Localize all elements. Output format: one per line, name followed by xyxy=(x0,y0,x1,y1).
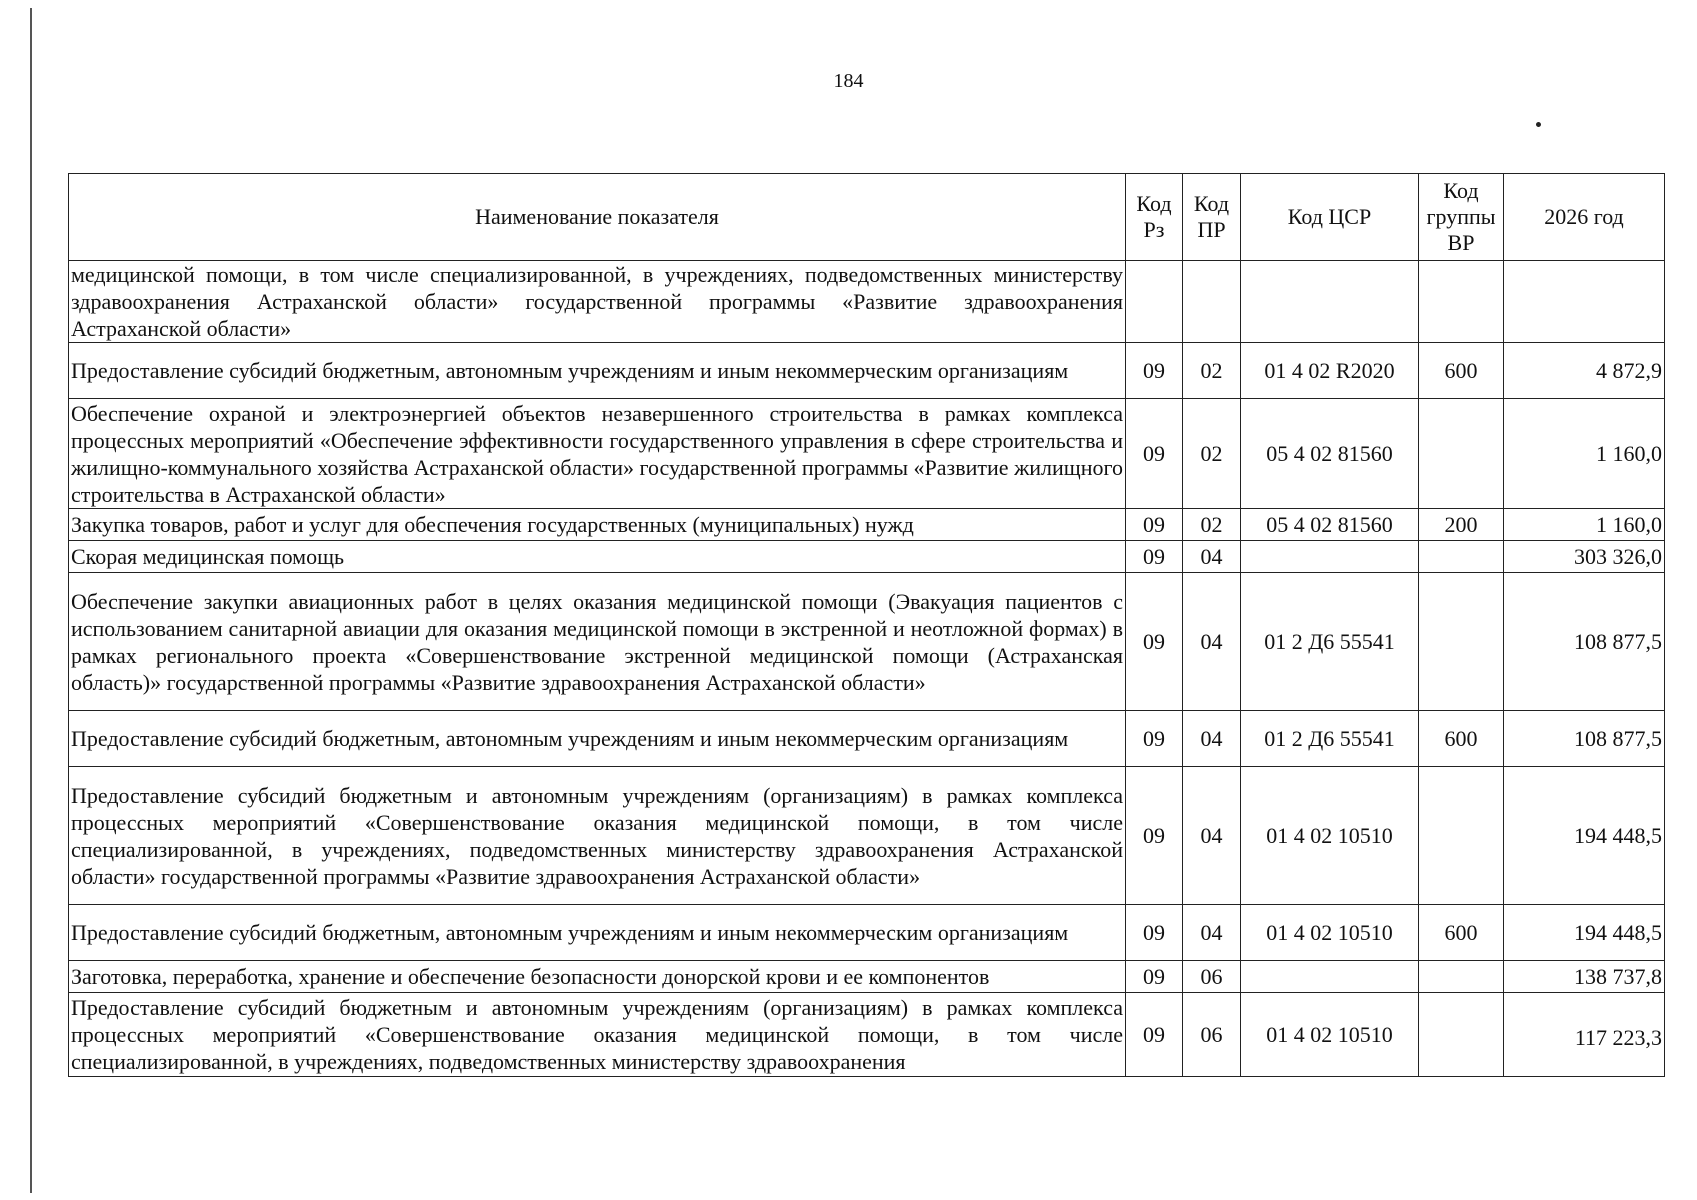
row-rz: 09 xyxy=(1126,573,1183,711)
header-name: Наименование показателя xyxy=(69,174,1126,261)
row-csr xyxy=(1241,541,1419,573)
row-pr: 02 xyxy=(1183,509,1241,541)
row-vr xyxy=(1419,573,1504,711)
row-csr: 05 4 02 81560 xyxy=(1241,509,1419,541)
page-margin-rule xyxy=(30,8,32,1193)
row-pr: 04 xyxy=(1183,767,1241,905)
row-vr xyxy=(1419,399,1504,509)
row-name: Скорая медицинская помощь xyxy=(69,541,1126,573)
row-amount: 1 160,0 xyxy=(1504,399,1665,509)
table-row xyxy=(69,767,1665,905)
scan-speck xyxy=(1535,121,1542,128)
row-vr xyxy=(1419,993,1504,1077)
table-row xyxy=(69,993,1665,1077)
row-pr: 06 xyxy=(1183,993,1241,1077)
row-rz: 09 xyxy=(1126,993,1183,1077)
header-csr: Код ЦСР xyxy=(1241,174,1419,261)
table-header-row xyxy=(69,174,1665,261)
row-rz: 09 xyxy=(1126,509,1183,541)
row-pr: 02 xyxy=(1183,399,1241,509)
row-csr xyxy=(1241,261,1419,343)
row-name: Предоставление субсидий бюджетным и автономным учреждениям (организациям) в рамках комплекса процессных мероприятий «Совершенствование оказания медицинской помощи, в том числе специализированной, в учреждениях, подведомственных министерству здравоохранения xyxy=(69,993,1126,1077)
table-row xyxy=(69,905,1665,961)
row-amount: 108 877,5 xyxy=(1504,711,1665,767)
header-rz: Код Рз xyxy=(1126,174,1183,261)
row-pr: 02 xyxy=(1183,343,1241,399)
row-rz: 09 xyxy=(1126,961,1183,993)
row-csr: 01 4 02 10510 xyxy=(1241,905,1419,961)
row-csr: 01 2 Д6 55541 xyxy=(1241,573,1419,711)
row-name: Закупка товаров, работ и услуг для обеспечения государственных (муниципальных) нужд xyxy=(69,509,1126,541)
row-csr: 01 2 Д6 55541 xyxy=(1241,711,1419,767)
table-row xyxy=(69,541,1665,573)
row-pr: 04 xyxy=(1183,711,1241,767)
row-csr: 01 4 02 10510 xyxy=(1241,767,1419,905)
table-row xyxy=(69,961,1665,993)
table-row xyxy=(69,343,1665,399)
row-pr: 04 xyxy=(1183,905,1241,961)
table-row xyxy=(69,573,1665,711)
row-amount: 4 872,9 xyxy=(1504,343,1665,399)
row-rz: 09 xyxy=(1126,767,1183,905)
row-rz: 09 xyxy=(1126,343,1183,399)
row-pr: 06 xyxy=(1183,961,1241,993)
row-vr: 200 xyxy=(1419,509,1504,541)
row-amount: 194 448,5 xyxy=(1504,905,1665,961)
row-amount: 108 877,5 xyxy=(1504,573,1665,711)
table-row xyxy=(69,399,1665,509)
budget-table xyxy=(68,173,1665,1077)
row-amount xyxy=(1504,261,1665,343)
row-pr: 04 xyxy=(1183,573,1241,711)
row-vr: 600 xyxy=(1419,711,1504,767)
row-csr: 01 4 02 R2020 xyxy=(1241,343,1419,399)
row-vr xyxy=(1419,961,1504,993)
row-csr xyxy=(1241,961,1419,993)
row-rz: 09 xyxy=(1126,541,1183,573)
row-vr: 600 xyxy=(1419,905,1504,961)
row-amount: 1 160,0 xyxy=(1504,509,1665,541)
table-row xyxy=(69,509,1665,541)
page-number: 184 xyxy=(833,70,864,92)
row-vr xyxy=(1419,261,1504,343)
row-name: Предоставление субсидий бюджетным, автономным учреждениям и иным некоммерческим организациям xyxy=(69,905,1126,961)
header-vr: Код группы ВР xyxy=(1419,174,1504,261)
table-row xyxy=(69,261,1665,343)
row-csr: 01 4 02 10510 xyxy=(1241,993,1419,1077)
header-pr: Код ПР xyxy=(1183,174,1241,261)
header-year: 2026 год xyxy=(1504,174,1665,261)
row-amount: 303 326,0 xyxy=(1504,541,1665,573)
row-pr xyxy=(1183,261,1241,343)
row-vr: 600 xyxy=(1419,343,1504,399)
row-name: Обеспечение закупки авиационных работ в целях оказания медицинской помощи (Эвакуация пациентов с использованием санитарной авиации для оказания медицинской помощи в экстренной и неотложной формах) в рамках регионального проекта «Совершенствование экстренной медицинской помощи (Астраханская область)» государственной программы «Развитие здравоохранения Астраханской области» xyxy=(69,573,1126,711)
row-name: Предоставление субсидий бюджетным и автономным учреждениям (организациям) в рамках комплекса процессных мероприятий «Совершенствование оказания медицинской помощи, в том числе специализированной, в учреждениях, подведомственных министерству здравоохранения Астраханской области» государственной программы «Развитие здравоохранения Астраханской области» xyxy=(69,767,1126,905)
row-csr: 05 4 02 81560 xyxy=(1241,399,1419,509)
row-name: Заготовка, переработка, хранение и обеспечение безопасности донорской крови и ее компонентов xyxy=(69,961,1126,993)
row-rz: 09 xyxy=(1126,711,1183,767)
row-amount: 117 223,3 xyxy=(1504,993,1665,1077)
row-name: Предоставление субсидий бюджетным, автономным учреждениям и иным некоммерческим организациям xyxy=(69,343,1126,399)
row-vr xyxy=(1419,767,1504,905)
row-amount: 194 448,5 xyxy=(1504,767,1665,905)
row-amount: 138 737,8 xyxy=(1504,961,1665,993)
table-row xyxy=(69,711,1665,767)
row-pr: 04 xyxy=(1183,541,1241,573)
row-name: Обеспечение охраной и электроэнергией объектов незавершенного строительства в рамках комплекса процессных мероприятий «Обеспечение эффективности государственного управления в сфере строительства и жилищно-коммунального хозяйства Астраханской области» государственной программы «Развитие жилищного строительства в Астраханской области» xyxy=(69,399,1126,509)
row-rz xyxy=(1126,261,1183,343)
row-rz: 09 xyxy=(1126,399,1183,509)
row-rz: 09 xyxy=(1126,905,1183,961)
row-name: медицинской помощи, в том числе специализированной, в учреждениях, подведомственных министерству здравоохранения Астраханской области» государственной программы «Развитие здравоохранения Астраханской области» xyxy=(69,261,1126,343)
row-vr xyxy=(1419,541,1504,573)
row-name: Предоставление субсидий бюджетным, автономным учреждениям и иным некоммерческим организациям xyxy=(69,711,1126,767)
